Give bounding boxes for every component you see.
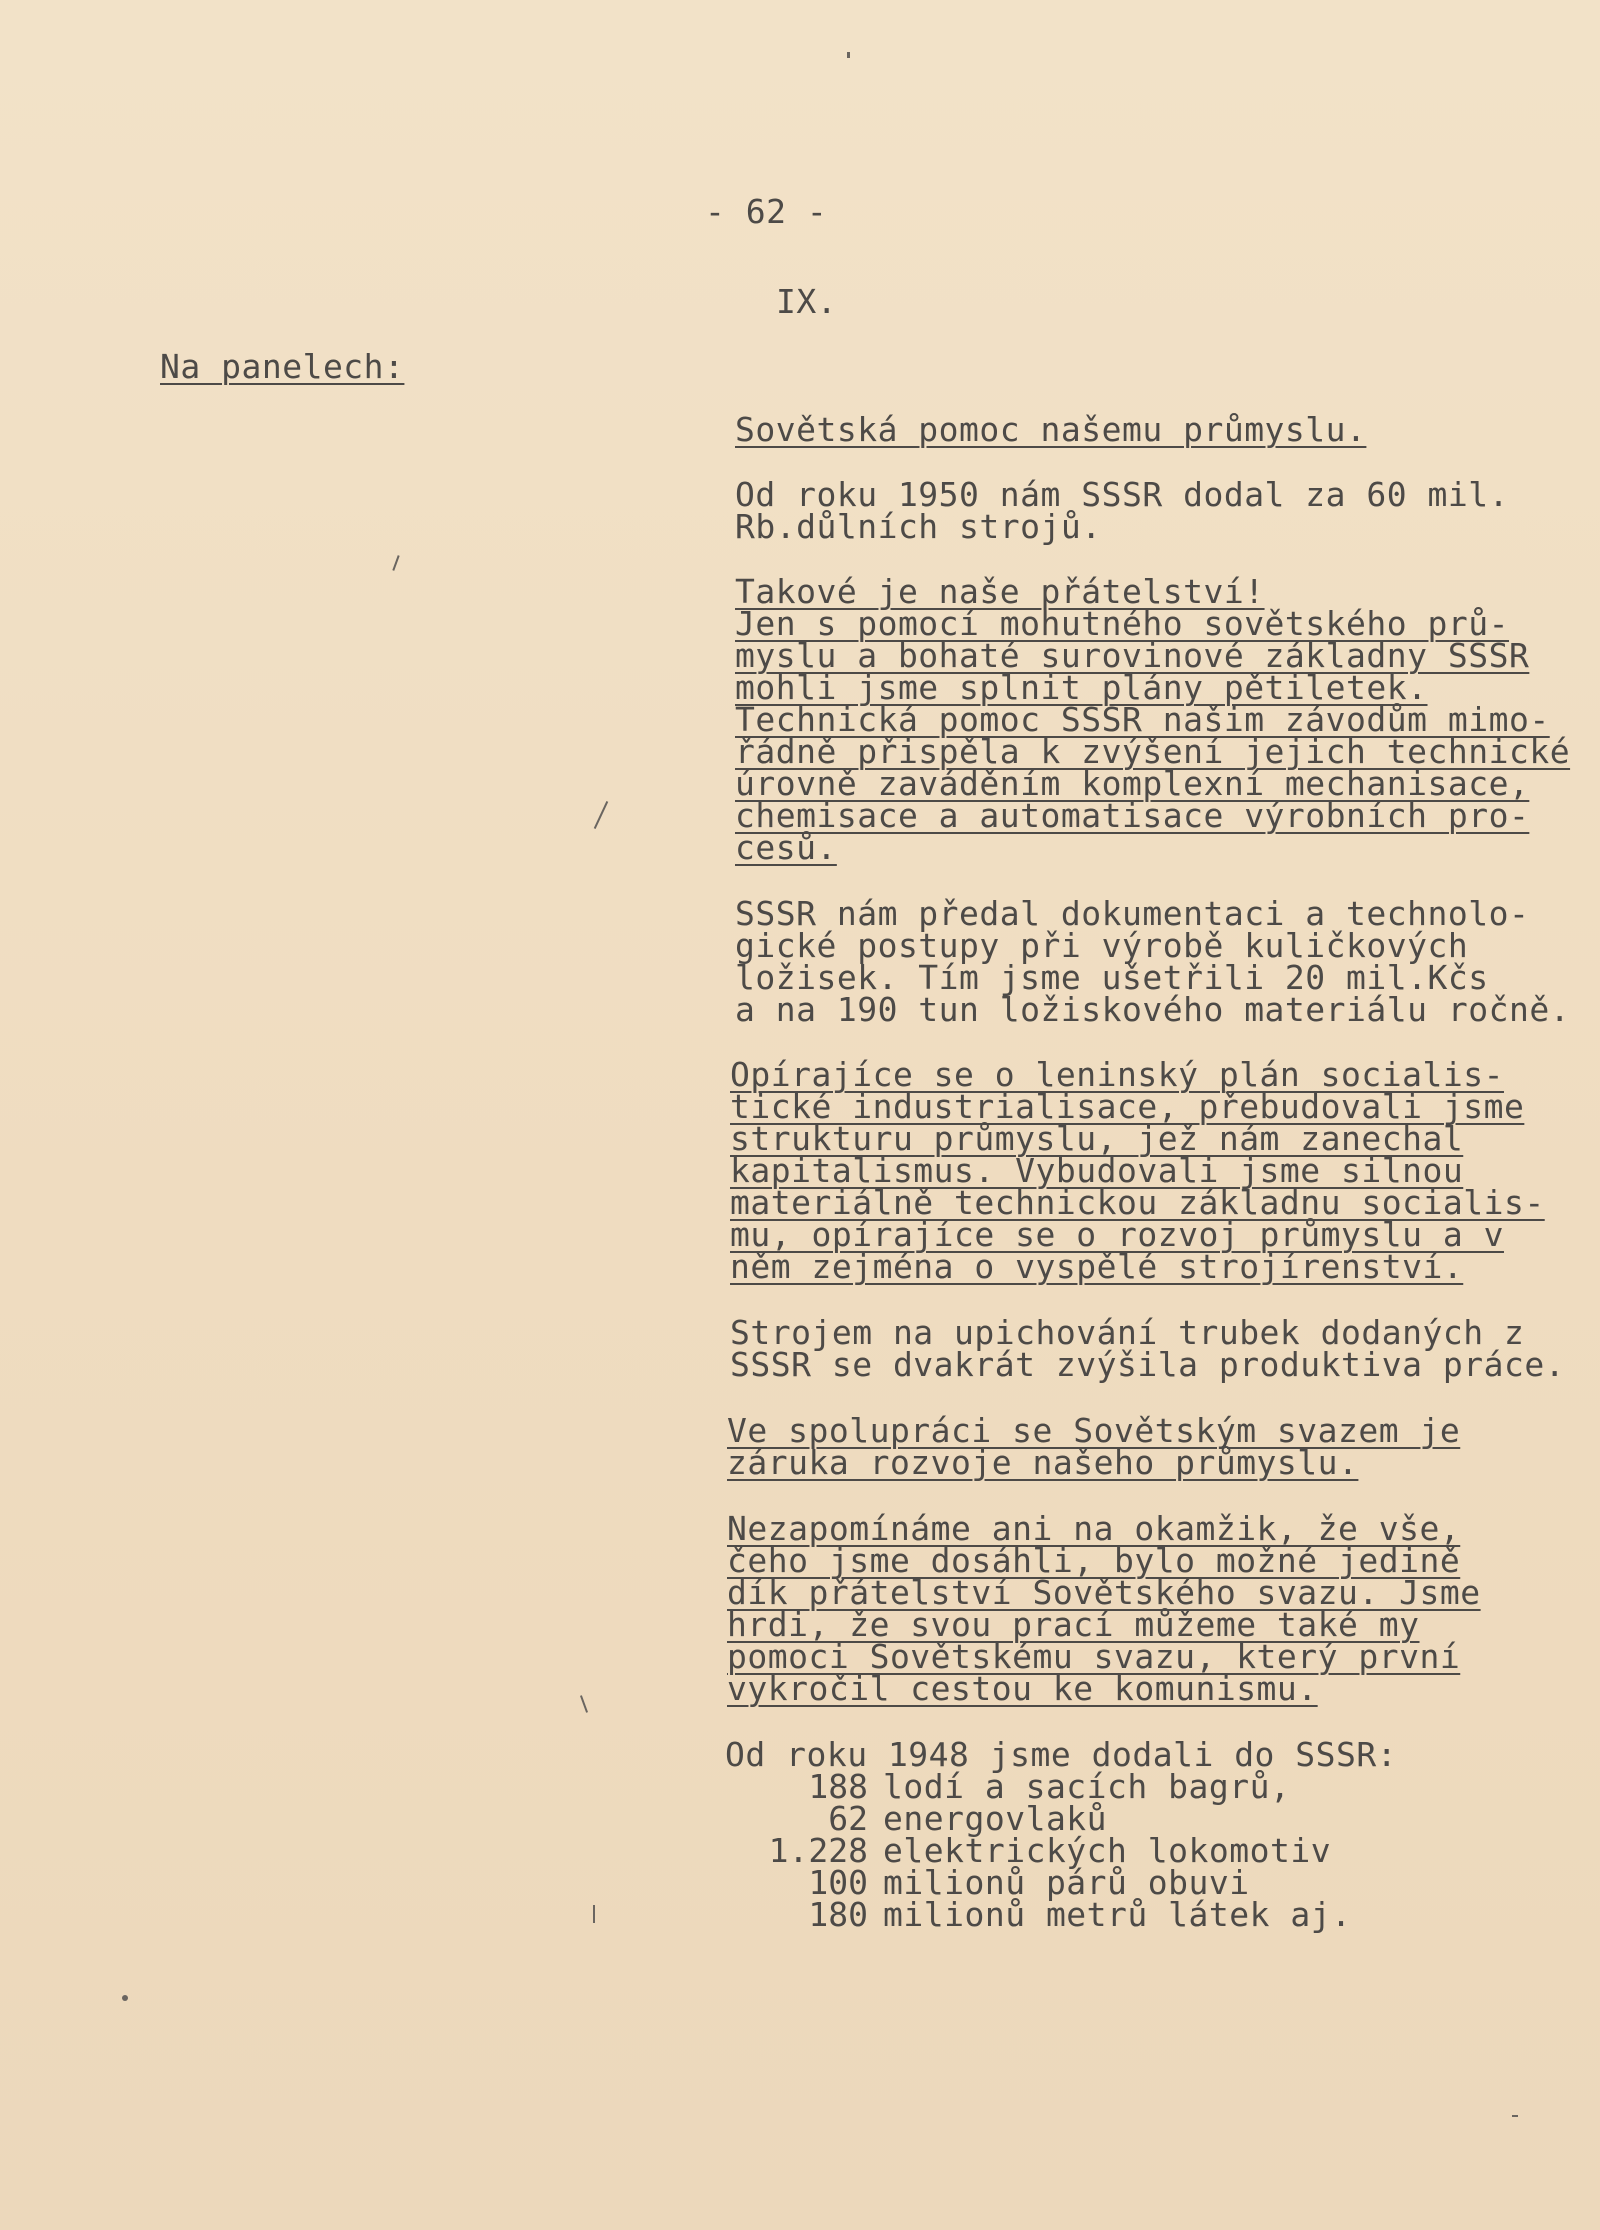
text-line: strukturu průmyslu, jež nám zanechal xyxy=(730,1119,1464,1158)
paper-speck xyxy=(392,555,399,571)
delivery-item: milionů metrů látek aj. xyxy=(883,1895,1352,1934)
text-line: chemisace a automatisace výrobních pro- xyxy=(735,796,1530,835)
delivery-item: lodí a sacích bagrů, xyxy=(883,1767,1291,1806)
text-line: pomoci Sovětskému svazu, který první xyxy=(727,1637,1461,1676)
paper-speck xyxy=(1512,2115,1518,2117)
paper-speck xyxy=(122,1995,128,2001)
text-line: dík přátelství Sovětského svazu. Jsme xyxy=(727,1573,1481,1612)
text-line: kapitalismus. Vybudovali jsme silnou xyxy=(730,1151,1464,1190)
text-line: tické industrialisace, přebudovali jsme xyxy=(730,1087,1525,1126)
text-line: SSSR se dvakrát zvýšila produktiva práce. xyxy=(730,1345,1566,1384)
delivery-quantity: 1.228 xyxy=(768,1831,868,1870)
delivery-item: energovlaků xyxy=(883,1799,1108,1838)
text-line: řádně přispěla k zvýšení jejich technické xyxy=(735,732,1571,771)
text-line: Takové je naše přátelství! xyxy=(735,572,1265,611)
text-line: Nezapomínáme ani na okamžik, že vše, xyxy=(727,1509,1461,1548)
text-line: Technická pomoc SSSR našim závodům mimo- xyxy=(735,700,1550,739)
text-line: úrovně zaváděním komplexní mechanisace, xyxy=(735,764,1530,803)
paper-speck xyxy=(594,801,608,829)
section-numeral: IX. xyxy=(776,282,838,321)
delivery-quantity: 188 xyxy=(808,1767,868,1806)
page-number: - 62 - xyxy=(705,192,828,231)
text-line: Ve spolupráci se Sovětským svazem je xyxy=(727,1411,1461,1450)
text-line: materiálně technickou základnu socialis- xyxy=(730,1183,1545,1222)
text-line: Opírajíce se o leninský plán socialis- xyxy=(730,1055,1504,1094)
text-line: myslu a bohaté surovinové základny SSSR xyxy=(735,636,1530,675)
text-line: mu, opírajíce se o rozvoj průmyslu a v xyxy=(730,1215,1504,1254)
text-line: ložisek. Tím jsme ušetřili 20 mil.Kčs xyxy=(735,958,1489,997)
text-line: vykročil cestou ke komunismu. xyxy=(727,1669,1318,1708)
text-line: Jen s pomocí mohutného sovětského prů- xyxy=(735,604,1509,643)
text-line: Rb.důlních strojů. xyxy=(735,507,1102,546)
deliveries-intro: Od roku 1948 jsme dodali do SSSR: xyxy=(725,1735,1398,1774)
delivery-quantity: 62 xyxy=(828,1799,868,1838)
paper-speck xyxy=(580,1695,588,1713)
text-line: hrdi, že svou prací můžeme také my xyxy=(727,1605,1420,1644)
paper-speck xyxy=(593,1905,595,1923)
text-line: Strojem na upichování trubek dodaných z xyxy=(730,1313,1525,1352)
text-line: SSSR nám předal dokumentaci a technolo- xyxy=(735,894,1530,933)
text-line: čeho jsme dosáhli, bylo možné jedině xyxy=(727,1541,1461,1580)
paper-speck xyxy=(847,52,850,58)
text-line: Od roku 1950 nám SSSR dodal za 60 mil. xyxy=(735,475,1509,514)
text-line: záruka rozvoje našeho průmyslu. xyxy=(727,1443,1359,1482)
heading-soviet-help: Sovětská pomoc našemu průmyslu. xyxy=(735,410,1367,449)
text-line: a na 190 tun ložiskového materiálu ročně. xyxy=(735,990,1571,1029)
delivery-item: elektrických lokomotiv xyxy=(883,1831,1332,1870)
delivery-quantity: 100 xyxy=(808,1863,868,1902)
delivery-item: milionů párů obuvi xyxy=(883,1863,1250,1902)
text-line: gické postupy při výrobě kuličkových xyxy=(735,926,1469,965)
side-label: Na panelech: xyxy=(160,347,405,386)
text-line: mohli jsme splnit plány pětiletek. xyxy=(735,668,1428,707)
text-line: něm zejména o vyspělé strojírenství. xyxy=(730,1247,1464,1286)
text-line: cesů. xyxy=(735,828,837,867)
delivery-quantity: 180 xyxy=(808,1895,868,1934)
